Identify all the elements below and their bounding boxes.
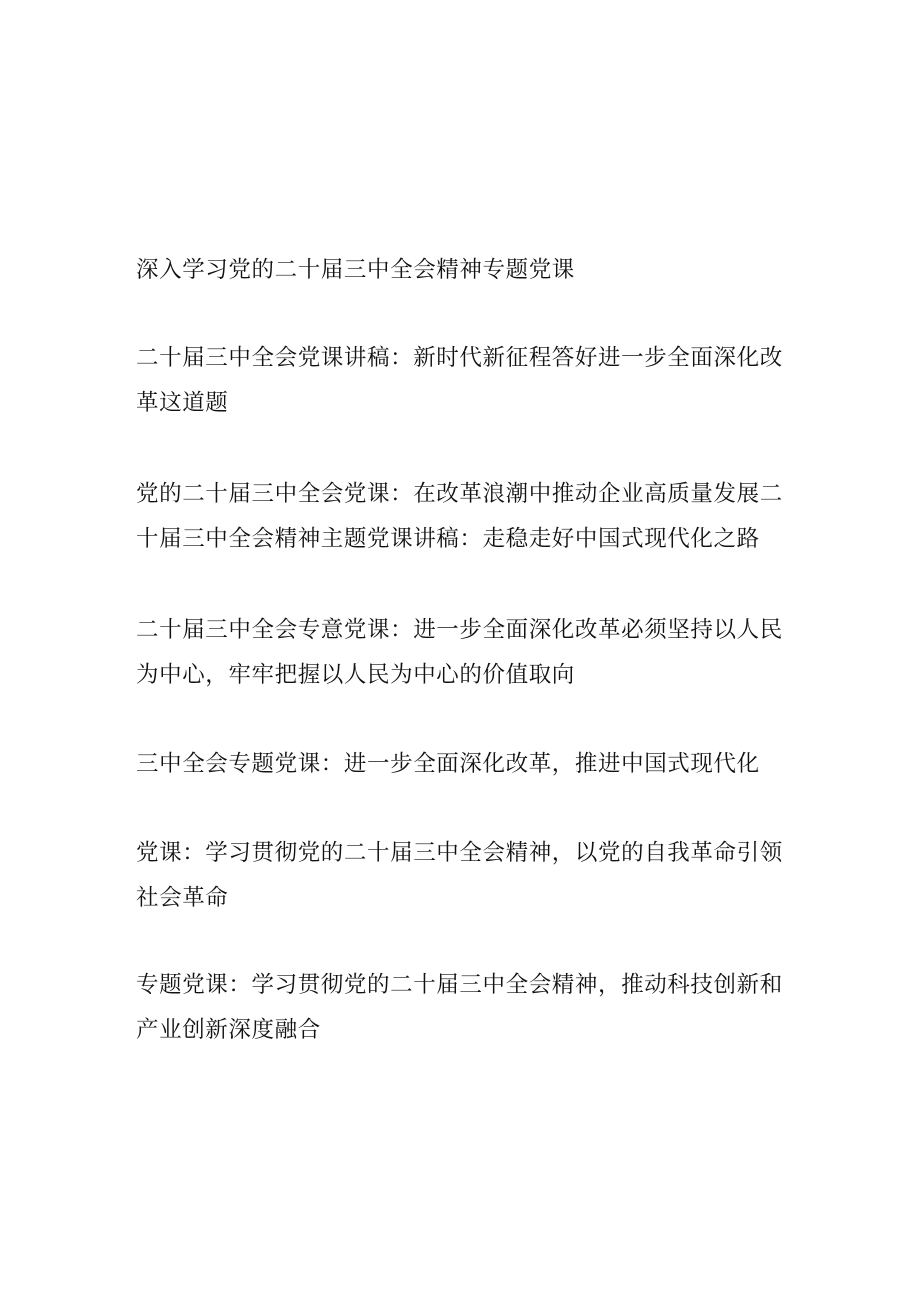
title-line: 革这道题 — [136, 390, 229, 416]
title-item — [136, 742, 786, 787]
title-item — [136, 248, 786, 293]
title-line: 党的二十届三中全会党课：在改革浪潮中推动企业高质量发展二 — [136, 481, 783, 507]
title-line: 为中心，牢牢把握以人民为中心的价值取向 — [136, 662, 575, 688]
title-line: 三中全会专题党课：进一步全面深化改革，推进中国式现代化 — [136, 751, 760, 777]
title-line: 专题党课：学习贯彻党的二十届三中全会精神，推动科技创新和 — [136, 972, 783, 998]
title-item — [136, 336, 786, 426]
title-line: 深入学习党的二十届三中全会精神专题党课 — [136, 257, 575, 283]
title-item — [136, 608, 786, 698]
title-item — [136, 831, 786, 921]
title-item — [136, 472, 786, 562]
title-line: 二十届三中全会专意党课：进一步全面深化改革必须坚持以人民 — [136, 617, 783, 643]
title-line: 党课：学习贯彻党的二十届三中全会精神，以党的自我革命引领 — [136, 840, 783, 866]
title-line: 十届三中全会精神主题党课讲稿：走稳走好中国式现代化之路 — [136, 526, 760, 552]
title-line: 社会革命 — [136, 885, 229, 911]
title-line: 产业创新深度融合 — [136, 1017, 321, 1043]
title-line: 二十届三中全会党课讲稿：新时代新征程答好进一步全面深化改 — [136, 345, 783, 371]
title-item — [136, 963, 786, 1053]
